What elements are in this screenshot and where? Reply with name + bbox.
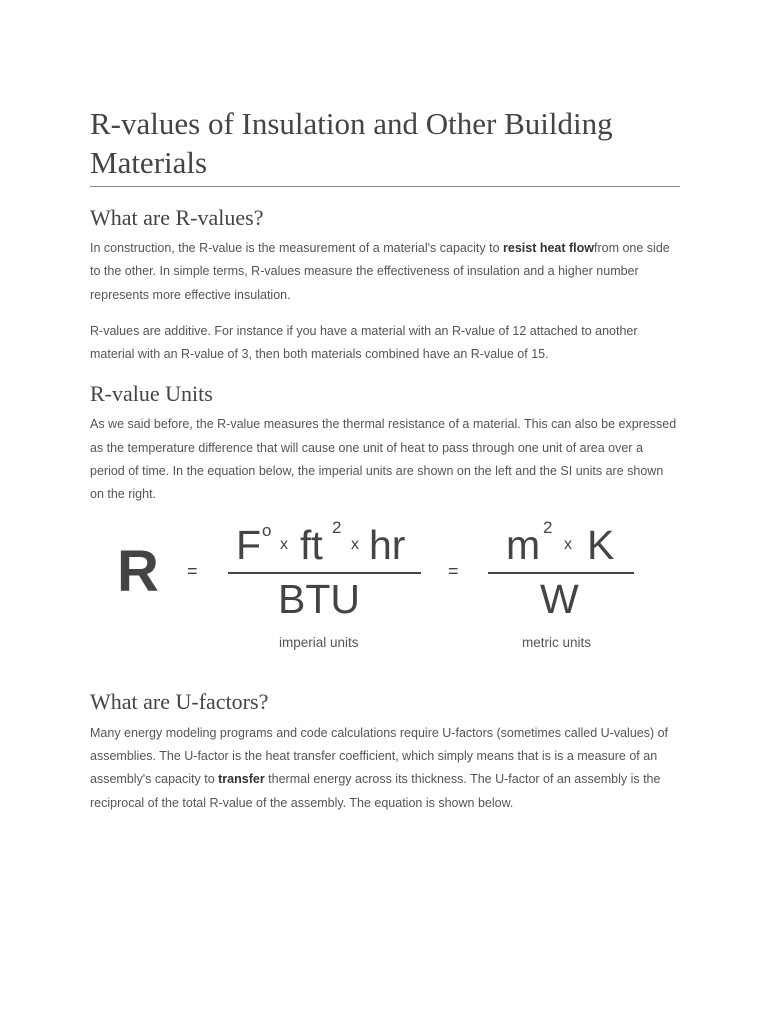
imperial-times-2: x: [351, 535, 359, 553]
imperial-degree-sup: o: [262, 520, 272, 540]
imperial-fraction-bar: [228, 572, 421, 574]
metric-units-label: metric units: [522, 634, 592, 650]
bold-text-resist-heat-flow: resist heat flow: [503, 241, 594, 255]
metric-k: K: [587, 521, 615, 568]
paragraph-rvalue-units: As we said before, the R-value measures the thermal resistance of a material. This can also be expressed as the temperature difference that will cause one unit of heat to pass through one unit of area over a period of time. In the equation below, the imperial units are shown on the left and the SI units are shown on the right.: [90, 417, 677, 502]
imperial-hr: hr: [369, 521, 406, 568]
equals-sign-1: =: [187, 560, 198, 581]
imperial-denominator-btu: BTU: [278, 575, 360, 622]
section-heading-rvalue-units: R-value Units: [90, 381, 213, 407]
paragraph-rvalues-additive: R-values are additive. For instance if you have a material with an R-value of 12 attached to another material with an R-value of 3, then both materials combined have an R-value of 15.: [90, 323, 638, 362]
imperial-f: F: [236, 521, 262, 568]
metric-fraction-bar: [488, 572, 634, 574]
imperial-ft-exponent: 2: [332, 517, 342, 537]
text-run: Many energy modeling programs and code calculations require U-factors (sometimes called U-values) of assemblies. The U-factor is the heat transfer coefficient, which simply means that is is a measure of an assembly's capacity to: [90, 725, 669, 787]
metric-m: m: [506, 521, 541, 568]
equals-sign-2: =: [448, 560, 459, 581]
equation-lhs-r: R: [117, 538, 159, 604]
imperial-ft: ft: [300, 521, 323, 568]
section-heading-what-are-rvalues: What are R-values?: [90, 205, 264, 230]
paragraph-ufactors: [90, 722, 680, 815]
metric-times: x: [564, 535, 572, 553]
bold-text-transfer: transfer: [218, 772, 265, 787]
text-run: In construction, the R-value is the measurement of a material's capacity to: [90, 241, 503, 255]
imperial-times-1: x: [280, 535, 288, 553]
imperial-units-label: imperial units: [279, 634, 359, 650]
metric-denominator-w: W: [540, 575, 579, 622]
page-title: R-values of Insulation and Other Building Materials: [90, 0, 680, 187]
rvalue-units-equation: [90, 518, 680, 688]
text-run: thermal energy across its thickness. The U-factor of an assembly is the reciprocal of the total R-value of the assembly. The equation is shown below.: [90, 772, 661, 810]
paragraph-rvalue-definition: [90, 237, 680, 307]
metric-m-exponent: 2: [543, 517, 553, 537]
section-heading-what-are-ufactors: What are U-factors?: [90, 688, 269, 714]
text-run: from one side to the other. In simple terms, R-values measure the effectiveness of insulation and a higher number represents more effective insulation.: [90, 241, 670, 302]
document-page: [90, 0, 680, 815]
